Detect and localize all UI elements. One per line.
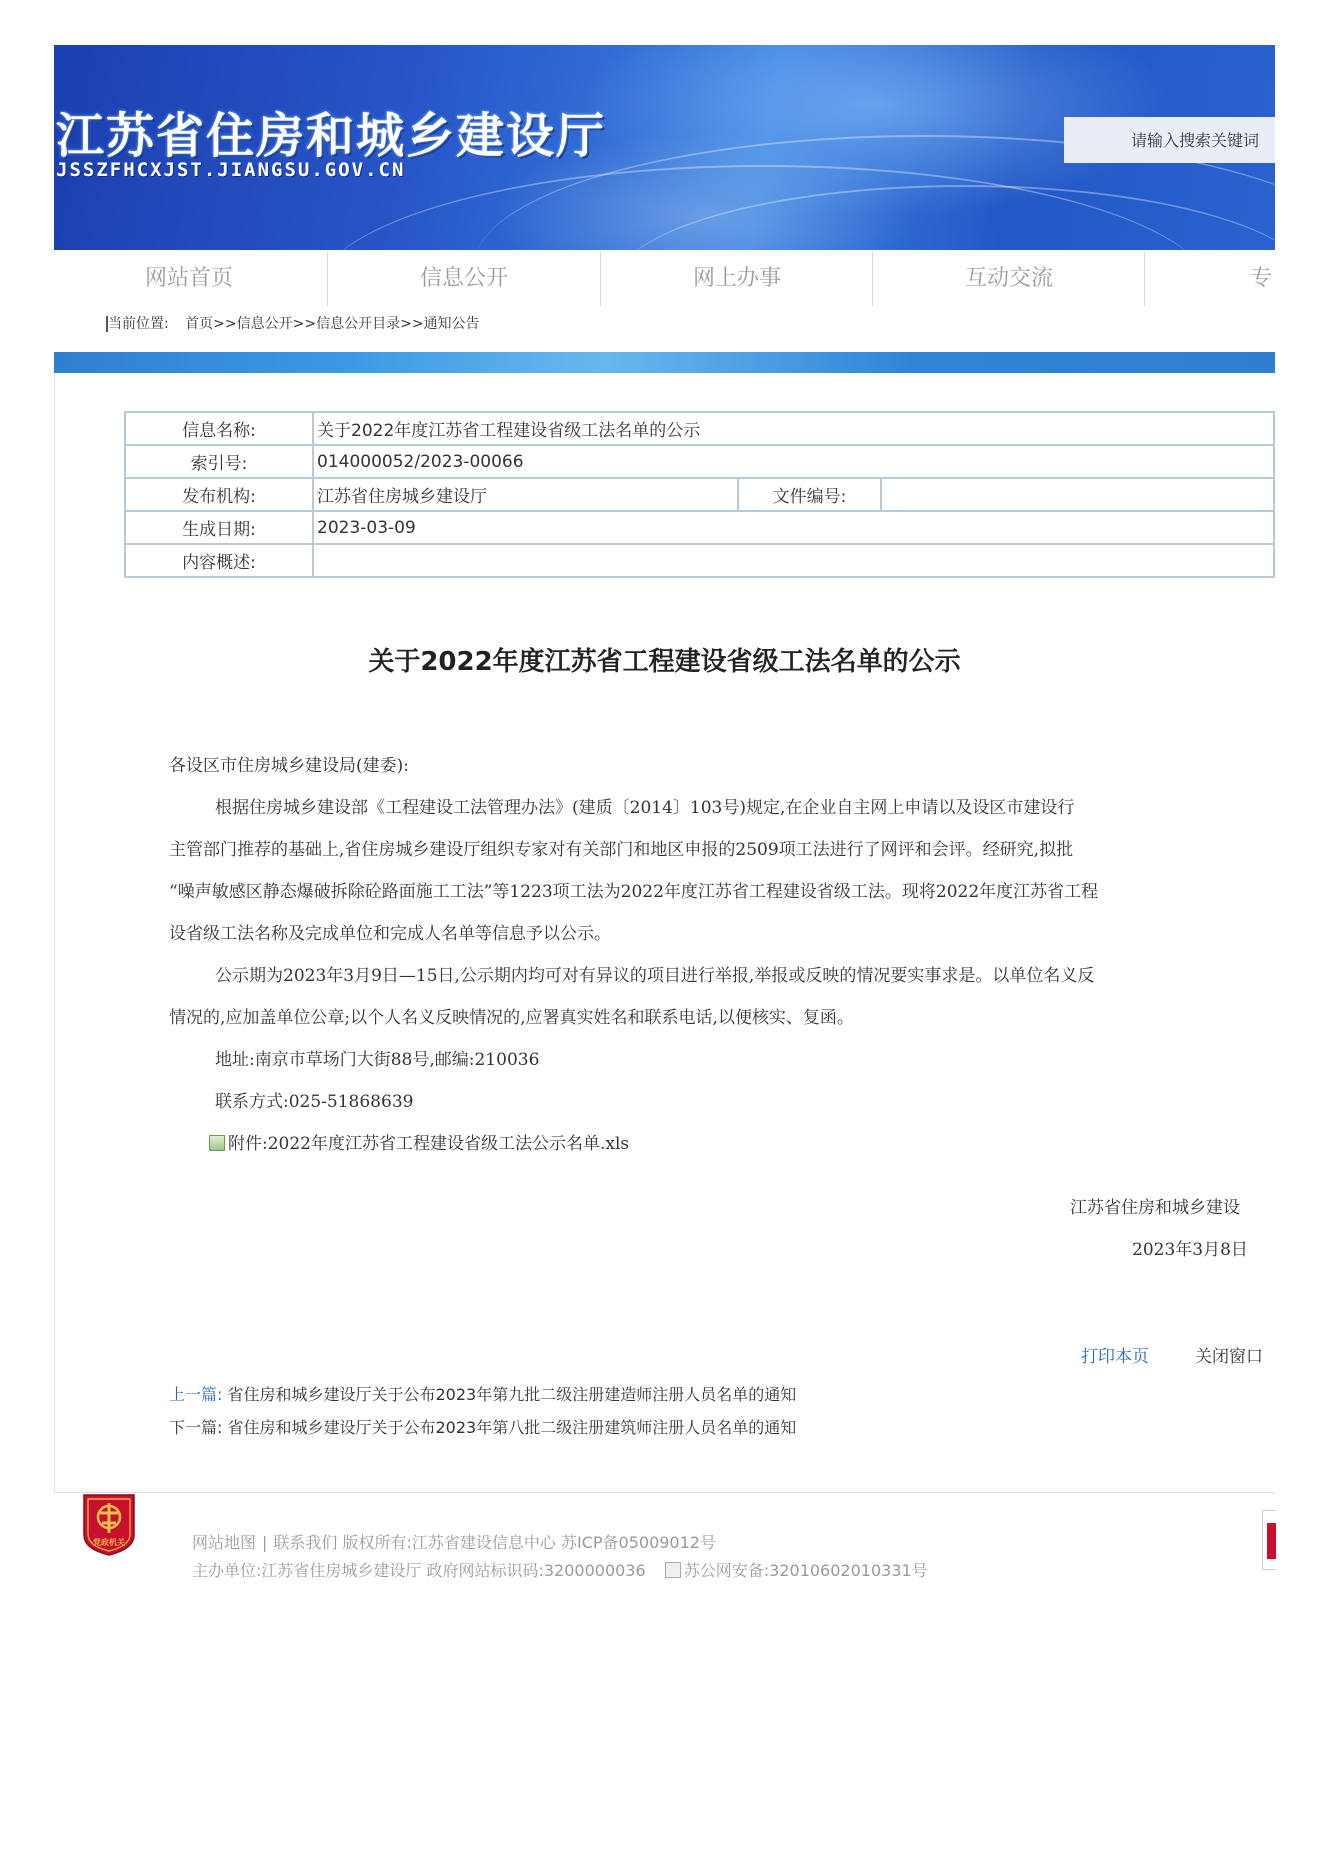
info-name-label: 信息名称: [125, 412, 313, 445]
document-body [169, 745, 1275, 1165]
paragraph-line: 根据住房城乡建设部《工程建设工法管理办法》(建质〔2014〕103号)规定,在企业自主网上申请以及设区市建设行 [215, 798, 1075, 818]
info-publisher-value: 江苏省住房城乡建设厅 [313, 478, 738, 511]
footer-separator: | [262, 1533, 268, 1552]
info-name-value: 关于2022年度江苏省工程建设省级工法名单的公示 [313, 412, 1274, 445]
nav-home[interactable]: 网站首页 [144, 266, 233, 291]
close-window-button[interactable]: 关闭窗口 [1195, 1347, 1263, 1367]
party-government-emblem-icon[interactable] [80, 1491, 138, 1557]
salutation: 各设区市住房城乡建设局(建委): [169, 756, 409, 776]
sitemap-link[interactable]: 网站地图 [192, 1533, 257, 1552]
site-error-badge[interactable] [1262, 1510, 1276, 1570]
table-row [125, 478, 1274, 511]
info-summary-value [313, 544, 1274, 577]
red-tag-icon [1267, 1523, 1276, 1559]
sponsor-text: 主办单位:江苏省住房城乡建设厅 政府网站标识码:3200000036 [192, 1561, 646, 1580]
info-docno-value [881, 478, 1274, 511]
nav-info-public[interactable]: 信息公开 [419, 266, 508, 291]
main-nav [54, 250, 1275, 308]
police-record-link[interactable]: 苏公网安备:32010602010331号 [683, 1561, 928, 1580]
table-row [125, 445, 1274, 478]
page-frame [54, 45, 1275, 1493]
copyright-text: 版权所有:江苏省建设信息中心 苏ICP备05009012号 [342, 1533, 716, 1552]
info-summary-label: 内容概述: [125, 544, 313, 577]
section-bar [54, 352, 1275, 373]
info-date-label: 生成日期: [125, 511, 313, 544]
breadcrumb [106, 313, 480, 335]
attachment-line [169, 1123, 1275, 1165]
prev-article [169, 1382, 796, 1405]
paragraph-line: 情况的,应加盖单位公章;以个人名义反映情况的,应署真实姓名和联系电话,以便核实、复函。 [169, 1008, 854, 1028]
info-index-value: 014000052/2023-00066 [313, 445, 1274, 478]
info-date-value: 2023-03-09 [313, 511, 1274, 544]
nav-interaction[interactable]: 互动交流 [964, 266, 1053, 291]
paragraph-line: 设省级工法名称及完成单位和完成人名单等信息予以公示。 [169, 924, 611, 944]
next-label: 下一篇: [169, 1418, 223, 1437]
nav-divider [1144, 252, 1145, 306]
signer: 江苏省住房和城乡建设 [1070, 1198, 1240, 1218]
footer-line-1 [192, 1530, 716, 1553]
paragraph-line: 公示期为2023年3月9日—15日,公示期内均可对有异议的项目进行举报,举报或反映的情况要实事求是。以单位名义反 [215, 966, 1095, 986]
contact-us-link[interactable]: 联系我们 [273, 1533, 338, 1552]
attachment-link[interactable]: 附件:2022年度江苏省工程建设省级工法公示名单.xls [228, 1134, 630, 1154]
contact-line: 联系方式:025-51868639 [215, 1092, 414, 1112]
content-border [54, 373, 55, 1493]
info-docno-label: 文件编号: [738, 478, 881, 511]
breadcrumb-trail[interactable]: 首页>>信息公开>>信息公开目录>>通知公告 [185, 316, 480, 332]
police-badge-icon [665, 1562, 681, 1578]
nav-online-service[interactable]: 网上办事 [692, 266, 781, 291]
print-button[interactable]: 打印本页 [1081, 1347, 1149, 1367]
emblem-text: 党政机关 [93, 1538, 125, 1547]
document-title: 关于2022年度江苏省工程建设省级工法名单的公示 [368, 647, 961, 677]
site-domain: JSSZFHCXJST.JIANGSU.GOV.CN [56, 159, 406, 181]
info-index-label: 索引号: [125, 445, 313, 478]
next-article [169, 1415, 796, 1438]
footer-line-2 [192, 1558, 928, 1581]
table-row [125, 412, 1274, 445]
excel-file-icon [209, 1135, 225, 1151]
sign-date: 2023年3月8日 [1132, 1240, 1248, 1260]
paragraph-line: 主管部门推荐的基础上,省住房城乡建设厅组织专家对有关部门和地区申报的2509项工法进行了网评和会评。经研究,拟批 [169, 840, 1074, 860]
nav-special[interactable]: 专 [1250, 266, 1273, 291]
breadcrumb-lead: 当前位置: [108, 316, 169, 332]
content-bottom-border [54, 1492, 1275, 1493]
paragraph-line: “噪声敏感区静态爆破拆除砼路面施工工法”等1223项工法为2022年度江苏省工程建设省级工法。现将2022年度江苏省工程 [169, 882, 1099, 902]
search-input[interactable] [1064, 117, 1275, 163]
site-title: 江苏省住房和城乡建设厅 [56, 108, 607, 164]
table-row [125, 544, 1274, 577]
info-publisher-label: 发布机构: [125, 478, 313, 511]
next-article-link[interactable]: 省住房和城乡建设厅关于公布2023年第八批二级注册建筑师注册人员名单的通知 [227, 1418, 797, 1437]
header-banner [54, 45, 1275, 250]
table-row [125, 511, 1274, 544]
prev-label: 上一篇: [169, 1385, 223, 1404]
info-table [124, 411, 1275, 578]
prev-article-link[interactable]: 省住房和城乡建设厅关于公布2023年第九批二级注册建造师注册人员名单的通知 [227, 1385, 797, 1404]
address-line: 地址:南京市草场门大街88号,邮编:210036 [215, 1050, 540, 1070]
